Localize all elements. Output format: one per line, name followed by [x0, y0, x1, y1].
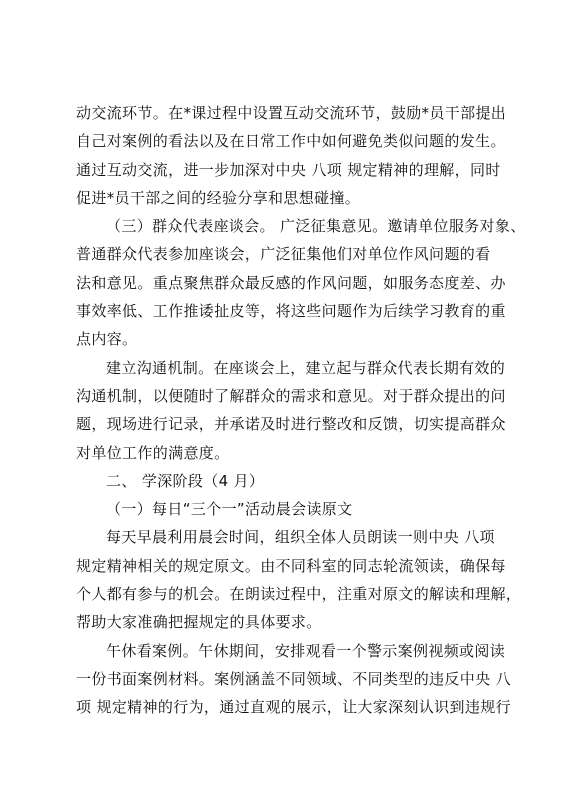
- paragraph-line: 点内容。: [76, 330, 138, 349]
- paragraph-line: 午休看案例。午休期间，安排观看一个警示案例视频或阅读: [106, 641, 506, 660]
- paragraph-line: 法和意见。重点聚焦群众最反感的作风问题，如服务态度差、办: [76, 273, 506, 292]
- paragraph-line: 建立沟通机制。在座谈会上，建立起与群众代表长期有效的: [106, 358, 506, 377]
- section-heading: 二、 学深阶段（4 月）: [106, 471, 265, 490]
- paragraph-line: 事效率低、工作推诿扯皮等，将这些问题作为后续学习教育的重: [76, 302, 506, 321]
- paragraph-line: 一份书面案例材料。案例涵盖不同领域、不同类型的违反中央 八: [76, 669, 511, 688]
- paragraph-line: 通过互动交流，进一步加深对中央 八项 规定精神的理解，同时: [76, 160, 501, 179]
- paragraph-line: 每天早晨利用晨会时间，组织全体人员朗读一则中央 八项: [106, 528, 495, 547]
- paragraph-line: 项 规定精神的行为，通过直观的展示，让大家深刻认识到违规行: [76, 698, 511, 717]
- paragraph-line: 普通群众代表参加座谈会，广泛征集他们对单位作风问题的看: [76, 245, 491, 264]
- paragraph-line: 个人都有参与的机会。在朗读过程中，注重对原文的解读和理解，: [76, 585, 522, 604]
- paragraph-line: 帮助大家准确把握规定的具体要求。: [76, 613, 322, 632]
- subsection-heading: （一）每日“三个一”活动晨会读原文: [106, 500, 353, 519]
- paragraph-line: 对单位工作的满意度。: [76, 443, 230, 462]
- paragraph-line: 题，现场进行记录，并承诺及时进行整改和反馈，切实提高群众: [76, 415, 506, 434]
- paragraph-line: 自己对案例的看法以及在日常工作中如何避免类似问题的发生。: [76, 132, 506, 151]
- paragraph-line: 促进*员干部之间的经验分享和思想碰撞。: [76, 188, 361, 207]
- document-body: [76, 99, 526, 722]
- paragraph-line: 沟通机制，以便随时了解群众的需求和意见。对于群众提出的问: [76, 386, 506, 405]
- section-heading: （三）群众代表座谈会。 广泛征集意见。邀请单位服务对象、: [106, 217, 526, 236]
- paragraph-line: 动交流环节。在*课过程中设置互动交流环节，鼓励*员干部提出: [76, 104, 507, 122]
- paragraph-line: 规定精神相关的规定原文。由不同科室的同志轮流领读，确保每: [76, 556, 506, 575]
